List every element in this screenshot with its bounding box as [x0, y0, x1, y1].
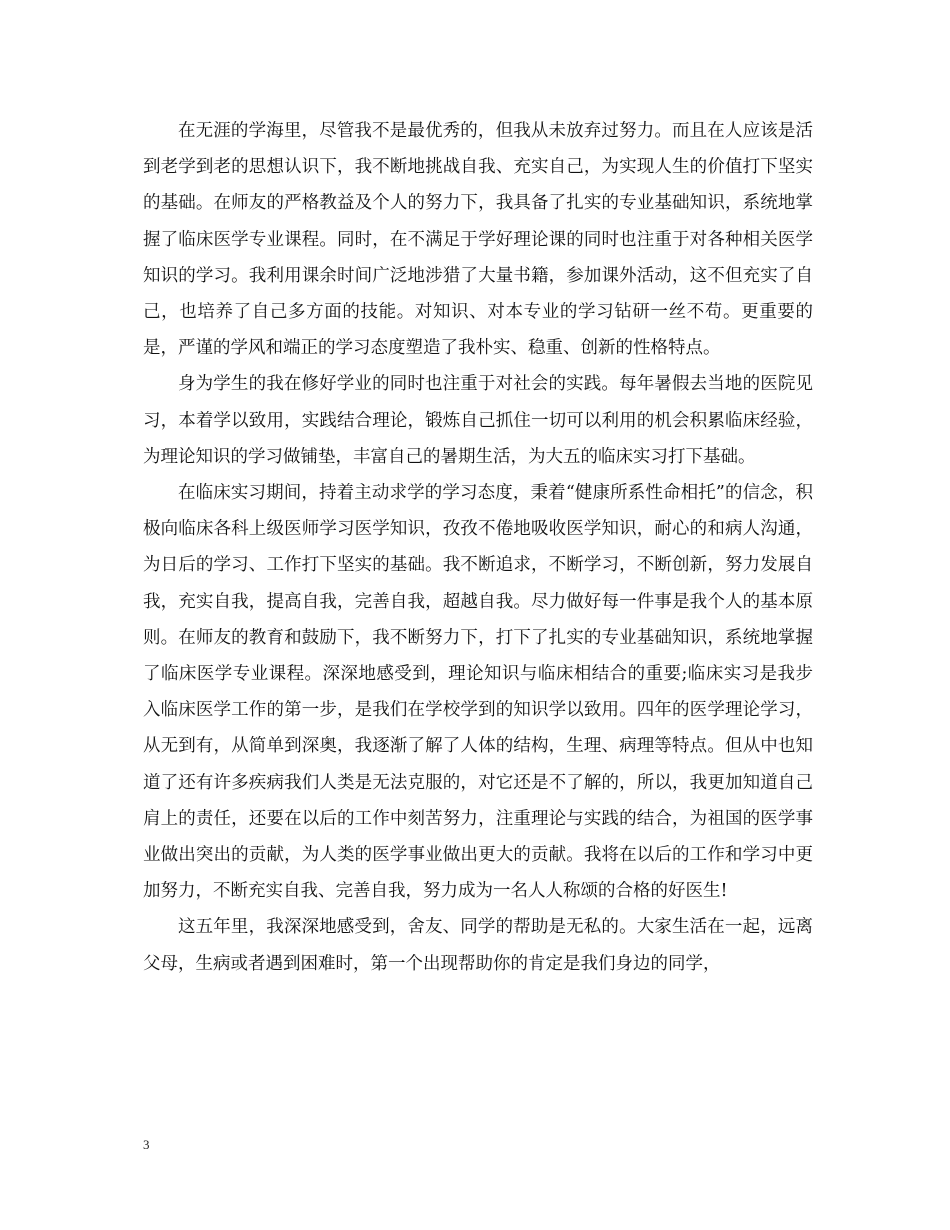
page-number: 3	[143, 1137, 150, 1152]
body-text	[143, 113, 813, 982]
paragraph-3: 在临床实习期间，持着主动求学的学习态度，秉着“健康所系性命相托”的信念，积极向临床各科上级医师学习医学知识，孜孜不倦地吸收医学知识，耐心的和病人沟通，为日后的学习、工作打下坚实的基础。我不断追求，不断学习，不断创新，努力发展自我，充实自我，提高自我，完善自我，超越自我。尽力做好每一件事是我个人的基本原则。在师友的教育和鼓励下，我不断努力下，打下了扎实的专业基础知识，系统地掌握了临床医学专业课程。深深地感受到，理论知识与临床相结合的重要;临床实习是我步入临床医学工作的第一步，是我们在学校学到的知识学以致用。四年的医学理论学习，从无到有，从简单到深奥，我逐渐了解了人体的结构，生理、病理等特点。但从中也知道了还有许多疾病我们人类是无法克服的，对它还是不了解的，所以，我更加知道自己肩上的责任，还要在以后的工作中刻苦努力，注重理论与实践的结合，为祖国的医学事业做出突出的贡献，为人类的医学事业做出更大的贡献。我将在以后的工作和学习中更加努力，不断充实自我、完善自我，努力成为一名人人称颂的合格的好医生!	[143, 483, 813, 902]
paragraph-2: 身为学生的我在修好学业的同时也注重于对社会的实践。每年暑假去当地的医院见习，本着学以致用，实践结合理论，锻炼自己抓住一切可以利用的机会积累临床经验，为理论知识的学习做铺垫，丰富自己的暑期生活，为大五的临床实习打下基础。	[143, 374, 813, 467]
paragraph-1: 在无涯的学海里，尽管我不是最优秀的，但我从未放弃过努力。而且在人应该是活到老学到老的思想认识下，我不断地挑战自我、充实自己，为实现人生的价值打下坚实的基础。在师友的严格教益及个人的努力下，我具备了扎实的专业基础知识，系统地掌握了临床医学专业课程。同时，在不满足于学好理论课的同时也注重于对各种相关医学知识的学习。我利用课余时间广泛地涉猎了大量书籍，参加课外活动，这不但充实了自己，也培养了自己多方面的技能。对知识、对本专业的学习钻研一丝不苟。更重要的是，严谨的学风和端正的学习态度塑造了我朴实、稳重、创新的性格特点。	[143, 121, 813, 359]
paragraph-4: 这五年里，我深深地感受到，舍友、同学的帮助是无私的。大家生活在一起，远离父母，生病或者遇到困难时，第一个出现帮助你的肯定是我们身边的同学，	[143, 917, 813, 974]
